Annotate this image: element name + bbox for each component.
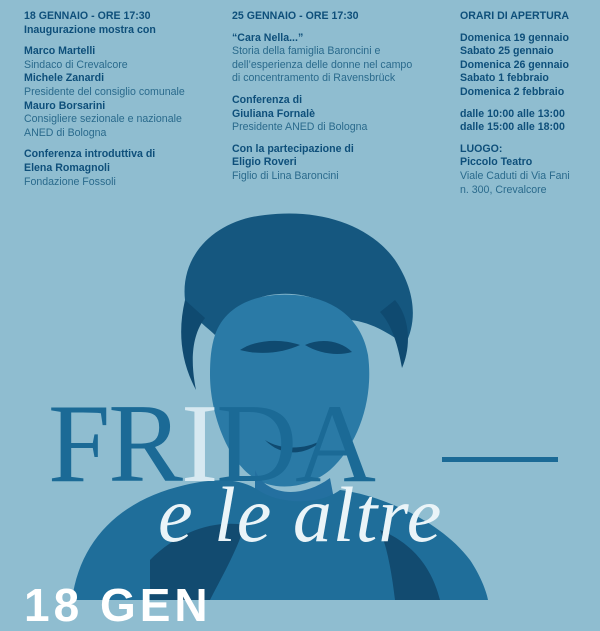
opening-date: Domenica 19 gennaio	[460, 31, 569, 44]
conference-title: Conferenza di	[232, 93, 303, 106]
conference-role: Presidente ANED di Bologna	[232, 121, 368, 134]
opening-date: Sabato 1 febbraio	[460, 72, 549, 85]
event-heading: 18 GENNAIO - ORE 17:30	[24, 10, 151, 22]
speaker-role: ANED di Bologna	[24, 126, 107, 139]
title-frida-part2: I	[181, 382, 217, 506]
speaker-name: Michele Zanardi	[24, 72, 105, 85]
opening-date: Domenica 2 febbraio	[460, 85, 565, 98]
title-frida-part3: DA	[216, 382, 375, 506]
conference-org: Fondazione Fossoli	[24, 175, 116, 188]
bottom-date: 18 GEN	[24, 579, 212, 631]
event-description: di concentramento di Ravensbrück	[232, 72, 396, 85]
event-description: Storia della famiglia Baroncini e	[232, 45, 381, 58]
conference-speaker: Giuliana Fornalè	[232, 107, 316, 120]
opening-date: Domenica 26 gennaio	[460, 58, 569, 71]
place-address: Viale Caduti di Via Fani	[460, 169, 570, 182]
event-quote: “Cara Nella...”	[232, 31, 304, 44]
place-name: Piccolo Teatro	[460, 156, 533, 169]
title-frida-part1: FR	[48, 382, 181, 506]
speaker-role: Sindaco di Crevalcore	[24, 58, 128, 71]
speaker-role: Presidente del consiglio comunale	[24, 85, 185, 98]
event-description: dell’esperienza delle donne nel campo	[232, 58, 413, 71]
opening-date: Sabato 25 gennaio	[460, 45, 554, 58]
place-address: n. 300, Crevalcore	[460, 183, 547, 196]
place-label: LUOGO:	[460, 142, 503, 155]
hours-heading: ORARI DI APERTURA	[460, 10, 570, 22]
participant-role: Figlio di Lina Baroncini	[232, 169, 339, 182]
title-subtitle: e le altre	[158, 471, 443, 558]
opening-time: dalle 15:00 alle 18:00	[460, 121, 565, 134]
opening-time: dalle 10:00 alle 13:00	[460, 107, 565, 120]
conference-title: Conferenza introduttiva di	[24, 148, 156, 161]
participant-name: Eligio Roveri	[232, 156, 297, 169]
conference-speaker: Elena Romagnoli	[24, 161, 110, 174]
participation-title: Con la partecipazione di	[232, 142, 354, 155]
speaker-role: Consigliere sezionale e nazionale	[24, 113, 182, 126]
speaker-name: Marco Martelli	[24, 45, 96, 58]
event-subheading: Inaugurazione mostra con	[24, 23, 156, 36]
title-rule	[442, 457, 558, 462]
event-heading: 25 GENNAIO - ORE 17:30	[232, 10, 359, 22]
speaker-name: Mauro Borsarini	[24, 99, 106, 112]
